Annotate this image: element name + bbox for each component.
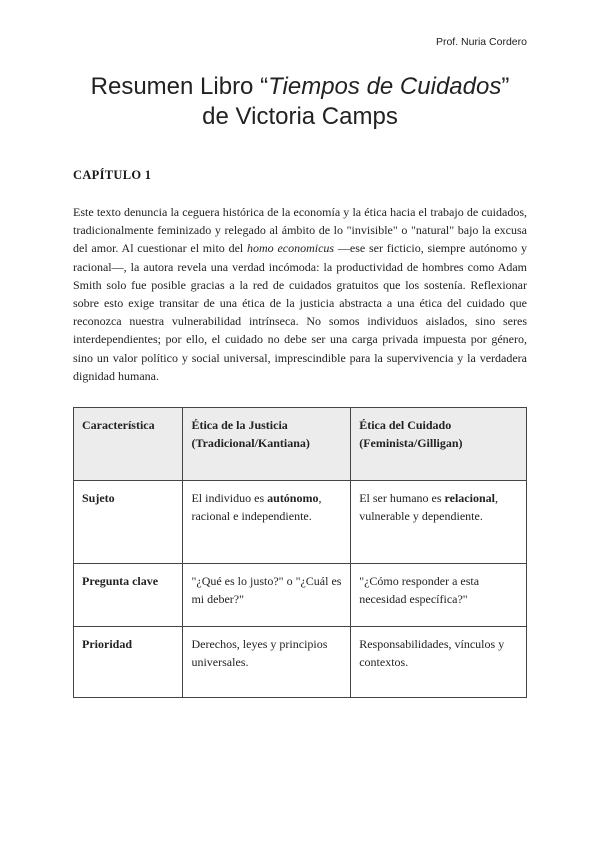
chapter-heading: CAPÍTULO 1 — [73, 168, 152, 182]
row-label-prioridad: Prioridad — [74, 627, 183, 698]
cell-sujeto-cuidado — [351, 481, 527, 564]
table-header-row — [74, 408, 527, 481]
summary-paragraph — [73, 203, 527, 385]
header-author: Prof. Nuria Cordero — [435, 36, 527, 48]
summary-part-2: —ese ser ficticio, siempre autónomo y racional—, la autora revela una verdad incómoda: la productividad de hombres como Adam Smith solo fue posible gracias a la red de cuidados gratuitos que los sostenía. Reflexionar sobre esto exige transitar de una ética de la justicia abstracta a una ética del cuidado que reconozca nuestra vulnerabilidad intrínseca. No somos individuos aislados, sino seres interdependientes; por ello, el cuidado no debe ser una carga privada impuesta por género, sino un valor político y social universal, imprescindible para la supervivencia y la verdadera dignidad humana. — [73, 241, 527, 383]
table-row — [74, 564, 527, 627]
cell-text: El ser humano es — [359, 491, 445, 505]
cell-prioridad-cuidado: Responsabilidades, vínculos y contextos. — [351, 627, 527, 698]
row-label-sujeto: Sujeto — [74, 481, 183, 564]
title-book-name: Tiempos de Cuidados — [268, 73, 502, 100]
summary-emphasis: homo economicus — [247, 241, 335, 256]
row-label-pregunta-clave: Pregunta clave — [74, 564, 183, 627]
header-caracteristica: Característica — [74, 408, 183, 481]
header-etica-justicia: Ética de la Justicia (Tradicional/Kantiana) — [183, 408, 351, 481]
table-row — [74, 481, 527, 564]
cell-bold-text: relacional — [444, 491, 495, 505]
cell-text: , racional e independiente. — [191, 491, 322, 523]
title-suffix: ” de Victoria Camps — [202, 73, 510, 130]
cell-text: , vulnerable y dependiente. — [359, 491, 498, 523]
cell-bold-text: autónomo — [267, 491, 319, 505]
document-title — [90, 72, 510, 132]
comparison-table — [73, 407, 527, 698]
title-prefix: Resumen Libro “ — [90, 73, 269, 100]
table-row — [74, 627, 527, 698]
cell-pregunta-justicia: "¿Qué es lo justo?" o "¿Cuál es mi deber?" — [183, 564, 351, 627]
summary-part-1: Este texto denuncia la ceguera histórica de la economía y la ética hacia el trabajo de cuidados, tradicionalmente feminizado y relegado al ámbito de lo "invisible" o "natural" bajo la excusa del amor. Al cuestionar el mito del — [73, 205, 527, 256]
cell-sujeto-justicia — [183, 481, 351, 564]
cell-pregunta-cuidado: "¿Cómo responder a esta necesidad específica?" — [351, 564, 527, 627]
cell-prioridad-justicia: Derechos, leyes y principios universales. — [183, 627, 351, 698]
cell-text: El individuo es — [191, 491, 268, 505]
header-etica-cuidado: Ética del Cuidado (Feminista/Gilligan) — [351, 408, 527, 481]
